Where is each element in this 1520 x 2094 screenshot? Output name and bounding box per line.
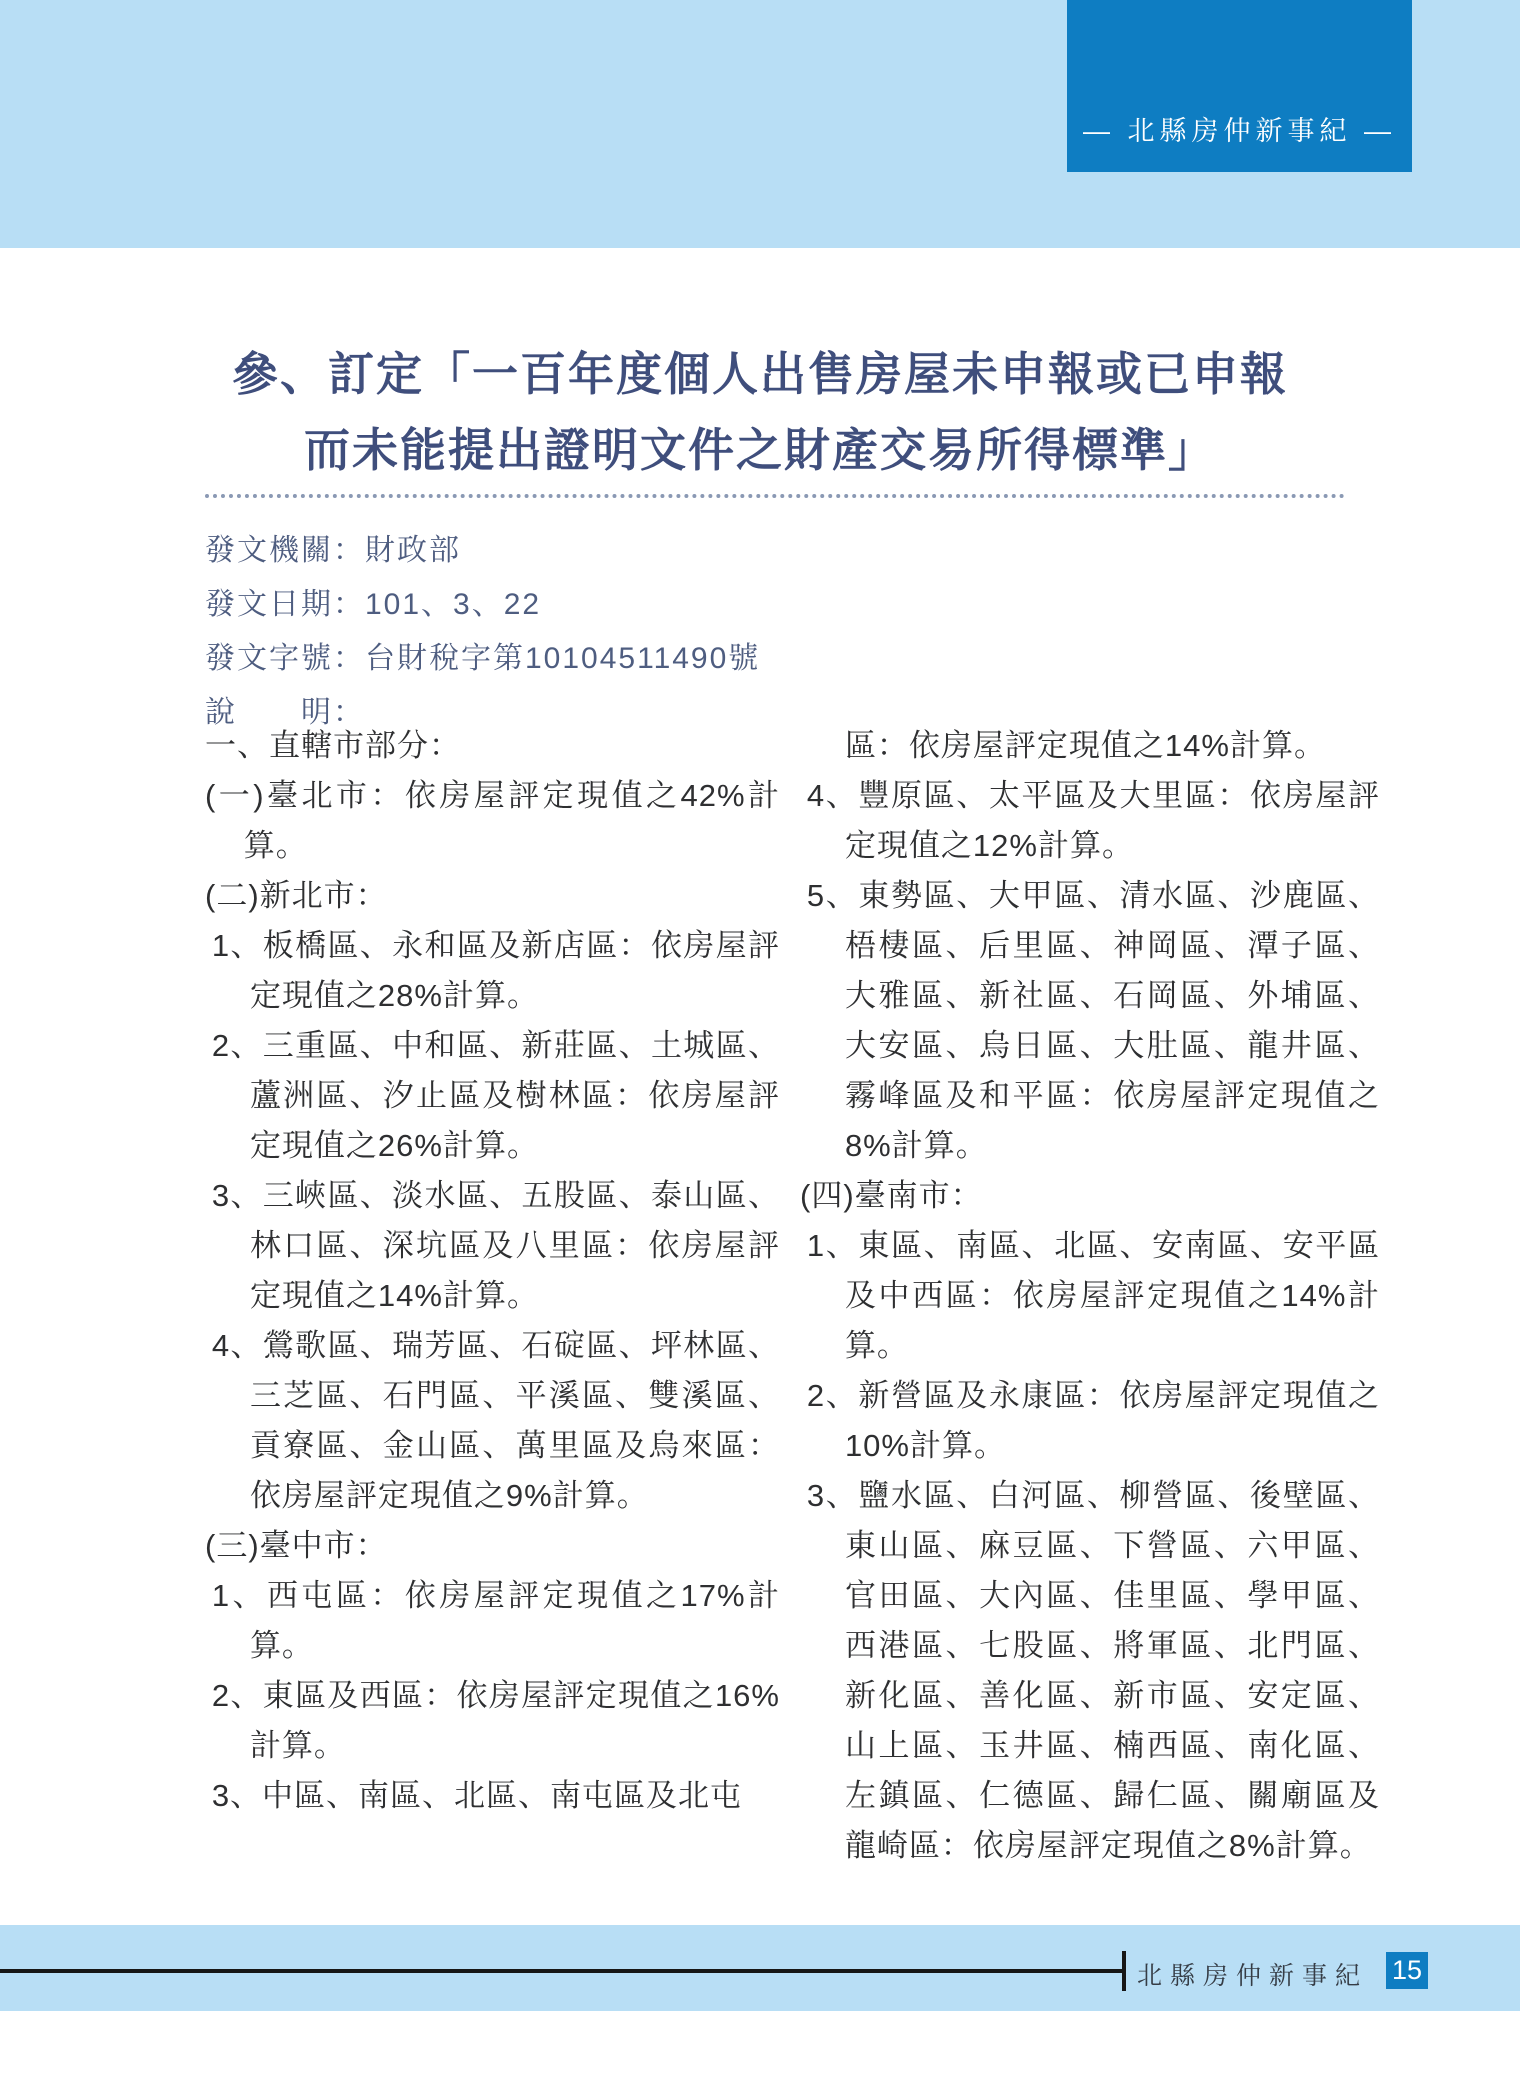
- title-line-1: 參、訂定「一百年度個人出售房屋未申報或已申報: [232, 348, 1288, 400]
- paragraph: 1、板橋區、永和區及新店區：依房屋評定現值之28%計算。: [211, 928, 780, 1013]
- paragraph: 3、中區、南區、北區、南屯區及北屯: [211, 1778, 743, 1813]
- paragraph: 1、西屯區：依房屋評定現值之17%計算。: [211, 1578, 780, 1663]
- paragraph: 3、三峽區、淡水區、五股區、泰山區、林口區、深坑區及八里區：依房屋評定現值之14%計算。: [211, 1178, 780, 1313]
- page-number: 15: [1391, 1955, 1423, 1985]
- paragraph: 一、直轄市部分：: [205, 728, 461, 763]
- page-number-badge: [1386, 1952, 1428, 1989]
- paragraph: 3、鹽水區、白河區、柳營區、後壁區、東山區、麻豆區、下營區、六甲區、官田區、大內區、佳里區、學甲區、西港區、七股區、將軍區、北門區、新化區、善化區、新市區、安定區、山上區、玉井區、楠西區、南化區、左鎮區、仁德區、歸仁區、關廟區及龍崎區：依房屋評定現值之8%計算。: [806, 1478, 1380, 1863]
- top-band: [0, 0, 1520, 248]
- paragraph: (二)新北市：: [205, 878, 388, 913]
- meta-line: 發文字號：台財稅字第10104511490號: [205, 642, 761, 675]
- title-line-2: 而未能提出證明文件之財產交易所得標準」: [304, 424, 1216, 476]
- meta-line: 說 明：: [205, 696, 365, 729]
- paragraph: 2、新營區及永康區：依房屋評定現值之10%計算。: [806, 1378, 1380, 1463]
- header-brand-box: [1067, 0, 1412, 172]
- paragraph: 2、東區及西區：依房屋評定現值之16%計算。: [211, 1678, 780, 1763]
- footer-rule: [0, 1969, 1126, 1973]
- paragraph: (四)臺南市：: [800, 1178, 983, 1213]
- article-title: [150, 336, 1370, 488]
- paragraph: (三)臺中市：: [205, 1528, 388, 1563]
- paragraph: (一)臺北市：依房屋評定現值之42%計算。: [205, 778, 780, 863]
- paragraph: 5、東勢區、大甲區、清水區、沙鹿區、梧棲區、后里區、神岡區、潭子區、大雅區、新社區、石岡區、外埔區、大安區、烏日區、大肚區、龍井區、霧峰區及和平區：依房屋評定現值之8%計算。: [806, 878, 1380, 1163]
- footer-rule-tick: [1122, 1951, 1126, 1991]
- paragraph: 4、豐原區、太平區及大里區：依房屋評定現值之12%計算。: [806, 778, 1380, 863]
- footer-brand-text: 北縣房仲新事紀: [1137, 1962, 1369, 1990]
- paragraph: 1、東區、南區、北區、安南區、安平區及中西區：依房屋評定現值之14%計算。: [806, 1228, 1380, 1363]
- paragraph: 2、三重區、中和區、新莊區、土城區、蘆洲區、汐止區及樹林區：依房屋評定現值之26%計算。: [211, 1028, 780, 1163]
- header-brand-text: — 北縣房仲新事紀 —: [1082, 116, 1396, 146]
- body-column-right: [800, 721, 1380, 1871]
- dotted-divider: [205, 494, 1345, 498]
- body-column-left: [205, 721, 780, 1821]
- document-meta: [205, 524, 1105, 740]
- meta-line: 發文機關：財政部: [205, 534, 461, 567]
- paragraph: 區：依房屋評定現值之14%計算。: [844, 728, 1326, 763]
- meta-line: 發文日期：101、3、22: [205, 588, 542, 621]
- paragraph: 4、鶯歌區、瑞芳區、石碇區、坪林區、三芝區、石門區、平溪區、雙溪區、貢寮區、金山區、萬里區及烏來區：依房屋評定現值之9%計算。: [211, 1328, 780, 1513]
